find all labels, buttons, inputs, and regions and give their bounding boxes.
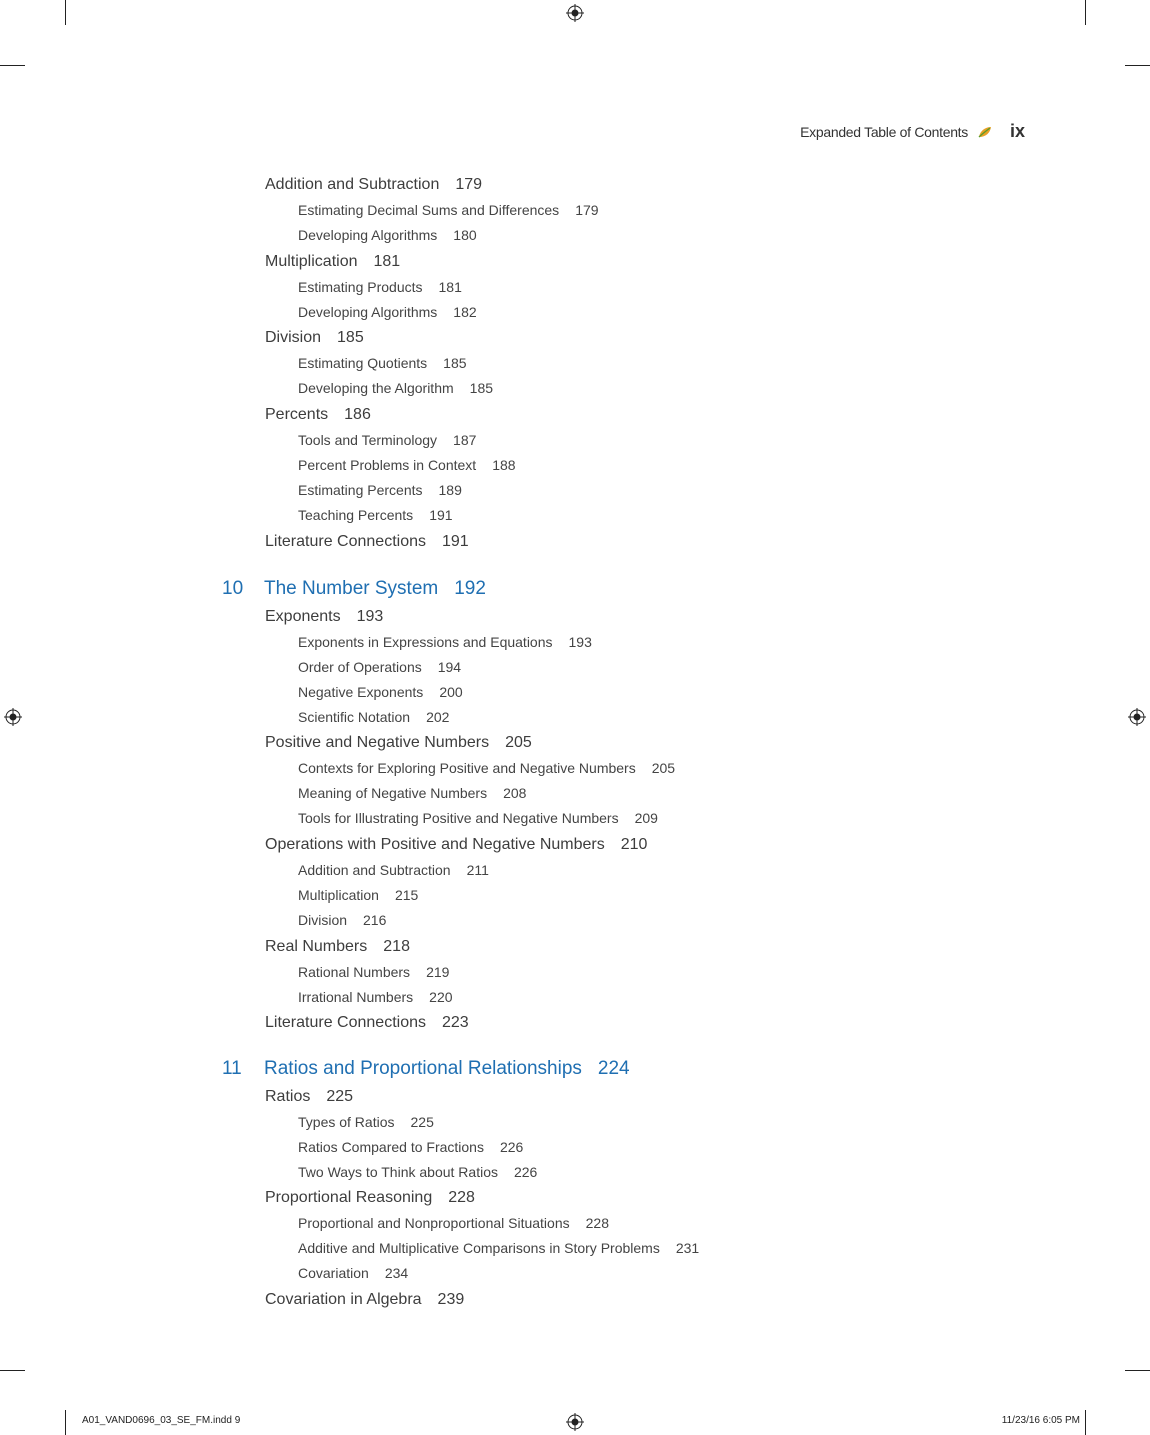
subsection-entry — [298, 482, 462, 498]
entry-title: Order of Operations — [298, 659, 422, 675]
entry-page-number: 225 — [326, 1088, 354, 1105]
header-title: Expanded Table of Contents — [800, 123, 968, 140]
leaf-icon — [978, 126, 992, 138]
entry-page-number: 208 — [503, 785, 527, 801]
subsection-entry — [298, 887, 418, 903]
section-entry — [265, 329, 364, 347]
entry-page-number: 187 — [453, 432, 477, 448]
chapter-entry — [222, 1058, 630, 1080]
entry-title: Contexts for Exploring Positive and Negative Numbers — [298, 760, 636, 776]
footer-timestamp: 11/23/16 6:05 PM — [1001, 1415, 1080, 1426]
entry-title: Addition and Subtraction — [265, 176, 440, 193]
running-header — [800, 121, 1025, 142]
entry-title: Positive and Negative Numbers — [265, 734, 490, 751]
crop-mark — [1125, 65, 1150, 66]
entry-page-number: 234 — [384, 1265, 409, 1281]
subsection-entry — [298, 380, 493, 396]
subsection-entry — [298, 709, 449, 725]
entry-page-number: 223 — [441, 1014, 469, 1031]
entry-page-number: 193 — [568, 634, 592, 650]
entry-page-number: 239 — [437, 1291, 465, 1308]
entry-title: Types of Ratios — [298, 1114, 395, 1130]
entry-page-number: 225 — [410, 1114, 434, 1130]
entry-title: Meaning of Negative Numbers — [298, 785, 488, 801]
subsection-entry — [298, 785, 526, 801]
subsection-entry — [298, 964, 449, 980]
entry-title: The Number System — [264, 578, 439, 599]
entry-page-number: 200 — [439, 684, 463, 700]
entry-title: Literature Connections — [265, 533, 426, 550]
entry-page-number: 211 — [466, 862, 489, 878]
entry-page-number: 218 — [383, 938, 410, 955]
entry-page-number: 191 — [429, 507, 453, 523]
entry-title: Two Ways to Think about Ratios — [298, 1164, 498, 1180]
registration-mark-icon — [566, 1413, 584, 1431]
registration-mark-icon — [1128, 708, 1146, 726]
section-entry — [265, 608, 383, 626]
subsection-entry — [298, 1265, 408, 1281]
chapter-number: 10 — [222, 578, 244, 599]
subsection-entry — [298, 227, 477, 243]
entry-title: Developing Algorithms — [298, 304, 438, 320]
subsection-entry — [298, 989, 453, 1005]
entry-page-number: 188 — [492, 457, 516, 473]
entry-title: Real Numbers — [265, 938, 368, 955]
entry-title: Developing the Algorithm — [298, 380, 454, 396]
subsection-entry — [298, 432, 476, 448]
section-entry — [265, 533, 469, 551]
registration-mark-icon — [4, 708, 22, 726]
section-entry — [265, 1291, 464, 1309]
entry-page-number: 185 — [443, 355, 467, 371]
subsection-entry — [298, 760, 675, 776]
entry-page-number: 181 — [373, 253, 401, 270]
entry-page-number: 219 — [426, 964, 450, 980]
entry-title: Estimating Quotients — [298, 355, 428, 371]
entry-page-number: 231 — [675, 1240, 700, 1256]
crop-mark — [1085, 0, 1086, 25]
entry-page-number: 192 — [454, 578, 486, 599]
crop-mark — [1085, 1410, 1086, 1435]
entry-page-number: 182 — [453, 304, 477, 320]
entry-title: Exponents in Expressions and Equations — [298, 634, 553, 650]
section-entry — [265, 836, 647, 854]
crop-mark — [0, 1370, 25, 1371]
entry-page-number: 228 — [585, 1215, 609, 1231]
subsection-entry — [298, 304, 477, 320]
chapter-entry — [222, 578, 486, 600]
entry-title: Rational Numbers — [298, 964, 411, 980]
entry-title: Multiplication — [298, 887, 379, 903]
subsection-entry — [298, 810, 658, 826]
section-entry — [265, 406, 371, 424]
subsection-entry — [298, 1240, 699, 1256]
subsection-entry — [298, 507, 453, 523]
section-entry — [265, 176, 482, 194]
subsection-entry — [298, 634, 592, 650]
subsection-entry — [298, 862, 489, 878]
entry-title: Operations with Positive and Negative Numbers — [265, 836, 605, 853]
crop-mark — [65, 0, 66, 25]
entry-page-number: 179 — [575, 202, 599, 218]
entry-page-number: 205 — [505, 734, 532, 751]
entry-title: Estimating Percents — [298, 482, 423, 498]
subsection-entry — [298, 1114, 434, 1130]
entry-page-number: 210 — [620, 836, 648, 853]
entry-title: Irrational Numbers — [298, 989, 414, 1005]
entry-page-number: 181 — [438, 279, 462, 295]
crop-mark — [1125, 1370, 1150, 1371]
entry-title: Ratios Compared to Fractions — [298, 1139, 484, 1155]
subsection-entry — [298, 1215, 609, 1231]
entry-page-number: 191 — [441, 533, 469, 550]
entry-title: Percent Problems in Context — [298, 457, 477, 473]
entry-page-number: 224 — [597, 1058, 630, 1079]
entry-title: Scientific Notation — [298, 709, 411, 725]
entry-title: Ratios and Proportional Relationships — [264, 1058, 582, 1079]
entry-page-number: 185 — [469, 380, 494, 396]
crop-mark — [65, 1410, 66, 1435]
entry-title: Proportional and Nonproportional Situations — [298, 1215, 570, 1231]
entry-page-number: 220 — [429, 989, 453, 1005]
entry-page-number: 185 — [337, 329, 364, 346]
entry-title: Literature Connections — [265, 1014, 426, 1031]
entry-title: Tools for Illustrating Positive and Negative Numbers — [298, 810, 619, 826]
subsection-entry — [298, 684, 463, 700]
entry-title: Developing Algorithms — [298, 227, 438, 243]
entry-page-number: 193 — [356, 608, 384, 625]
entry-title: Estimating Decimal Sums and Differences — [298, 202, 560, 218]
entry-page-number: 186 — [344, 406, 371, 423]
section-entry — [265, 253, 400, 271]
entry-page-number: 215 — [394, 887, 419, 903]
entry-page-number: 189 — [438, 482, 462, 498]
entry-title: Ratios — [265, 1088, 311, 1105]
section-entry — [265, 1189, 475, 1207]
chapter-number: 11 — [222, 1058, 242, 1079]
entry-title: Estimating Products — [298, 279, 423, 295]
footer-file-slug: A01_VAND0696_03_SE_FM.indd 9 — [82, 1415, 241, 1426]
entry-title: Addition and Subtraction — [298, 862, 451, 878]
subsection-entry — [298, 457, 516, 473]
crop-mark — [0, 65, 25, 66]
entry-title: Tools and Terminology — [298, 432, 438, 448]
entry-page-number: 216 — [363, 912, 387, 928]
entry-page-number: 179 — [455, 176, 483, 193]
section-entry — [265, 1014, 469, 1032]
entry-title: Proportional Reasoning — [265, 1189, 433, 1206]
entry-page-number: 226 — [513, 1164, 538, 1180]
entry-title: Exponents — [265, 608, 341, 625]
subsection-entry — [298, 912, 386, 928]
entry-page-number: 228 — [448, 1189, 475, 1206]
subsection-entry — [298, 659, 461, 675]
registration-mark-icon — [566, 4, 584, 22]
entry-title: Teaching Percents — [298, 507, 414, 523]
subsection-entry — [298, 202, 599, 218]
entry-title: Division — [298, 912, 348, 928]
subsection-entry — [298, 1164, 537, 1180]
section-entry — [265, 734, 532, 752]
section-entry — [265, 1088, 353, 1106]
entry-page-number: 205 — [651, 760, 676, 776]
entry-title: Covariation in Algebra — [265, 1291, 422, 1308]
entry-title: Additive and Multiplicative Comparisons in Story Problems — [298, 1240, 660, 1256]
entry-page-number: 194 — [437, 659, 462, 675]
section-entry — [265, 938, 410, 956]
entry-title: Multiplication — [265, 253, 358, 270]
entry-page-number: 180 — [453, 227, 477, 243]
entry-title: Negative Exponents — [298, 684, 424, 700]
subsection-entry — [298, 355, 467, 371]
entry-title: Division — [265, 329, 322, 346]
entry-page-number: 202 — [426, 709, 450, 725]
entry-page-number: 209 — [634, 810, 658, 826]
subsection-entry — [298, 279, 462, 295]
entry-page-number: 226 — [499, 1139, 524, 1155]
subsection-entry — [298, 1139, 523, 1155]
entry-title: Percents — [265, 406, 329, 423]
entry-title: Covariation — [298, 1265, 369, 1281]
page-number: ix — [1009, 121, 1025, 141]
